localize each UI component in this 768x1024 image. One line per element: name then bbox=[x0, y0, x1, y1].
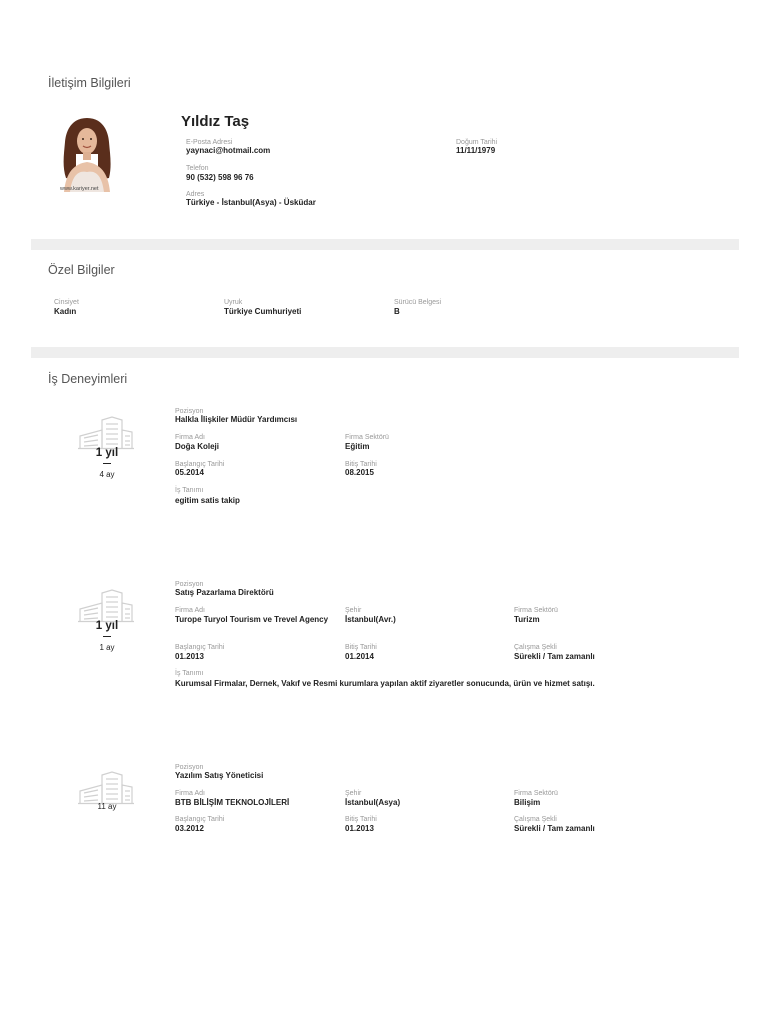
gender-label: Cinsiyet bbox=[54, 299, 79, 306]
duration-years: 1 yıl bbox=[95, 620, 119, 632]
work-type-label: Çalışma Şekli bbox=[514, 816, 557, 823]
company-label: Firma Adı bbox=[175, 790, 205, 797]
description-value: egitim satis takip bbox=[175, 496, 240, 505]
end-label: Bitiş Tarihi bbox=[345, 816, 377, 823]
position-value: Satış Pazarlama Direktörü bbox=[175, 588, 274, 597]
position-label: Pozisyon bbox=[175, 764, 204, 771]
person-name: Yıldız Taş bbox=[181, 113, 250, 130]
company-value: Turope Turyol Tourism ve Trevel Agency bbox=[175, 615, 329, 624]
address-label: Adres bbox=[186, 191, 205, 198]
duration-months: 4 ay bbox=[99, 470, 115, 479]
email-value[interactable]: yaynaci@hotmail.com bbox=[186, 146, 271, 155]
gender-value: Kadın bbox=[54, 307, 77, 316]
start-value: 01.2013 bbox=[175, 652, 204, 661]
duration-months: 11 ay bbox=[97, 802, 117, 811]
company-value: BTB BİLİŞİM TEKNOLOJİLERİ bbox=[175, 798, 290, 807]
profile-photo bbox=[56, 114, 118, 194]
sector-label: Firma Sektörü bbox=[345, 434, 389, 441]
duration-years: 1 yıl bbox=[95, 447, 119, 459]
end-value: 01.2013 bbox=[345, 824, 374, 833]
position-value: Yazılım Satış Yöneticisi bbox=[175, 771, 264, 780]
section-divider bbox=[31, 239, 739, 250]
position-label: Pozisyon bbox=[175, 408, 204, 415]
city-value: İstanbul(Avr.) bbox=[345, 615, 396, 624]
sector-value: Eğitim bbox=[345, 442, 370, 451]
description-value: Kurumsal Firmalar, Dernek, Vakıf ve Resmi kurumlara yapılan aktif ziyaretler sonucunda, ürün ve hizmet satışı. bbox=[175, 679, 595, 688]
description-label: İş Tanımı bbox=[175, 670, 204, 677]
sector-label: Firma Sektörü bbox=[514, 790, 558, 797]
email-label: E-Posta Adresi bbox=[186, 139, 233, 146]
start-label: Başlangıç Tarihi bbox=[175, 816, 225, 823]
city-label: Şehir bbox=[345, 607, 362, 614]
end-value: 08.2015 bbox=[345, 468, 374, 477]
description-label: İş Tanımı bbox=[175, 487, 204, 494]
start-label: Başlangıç Tarihi bbox=[175, 461, 225, 468]
sector-value: Bilişim bbox=[514, 798, 541, 807]
position-label: Pozisyon bbox=[175, 581, 204, 588]
license-label: Sürücü Belgesi bbox=[394, 299, 442, 306]
work-type-label: Çalışma Şekli bbox=[514, 644, 557, 651]
section-divider bbox=[31, 347, 739, 358]
start-value: 03.2012 bbox=[175, 824, 204, 833]
address-value: Türkiye - İstanbul(Asya) - Üsküdar bbox=[186, 198, 316, 207]
building-icon bbox=[78, 771, 134, 805]
contact-section-title: İletişim Bilgileri bbox=[48, 76, 131, 90]
end-label: Bitiş Tarihi bbox=[345, 644, 377, 651]
license-value: B bbox=[394, 307, 400, 316]
building-icon bbox=[78, 416, 134, 450]
duration-separator bbox=[103, 463, 111, 464]
experience-section-title: İş Deneyimleri bbox=[48, 372, 128, 386]
work-type-value: Sürekli / Tam zamanlı bbox=[514, 824, 595, 833]
company-value: Doğa Koleji bbox=[175, 442, 220, 451]
end-value: 01.2014 bbox=[345, 652, 374, 661]
duration-separator bbox=[103, 636, 111, 637]
phone-value: 90 (532) 598 96 76 bbox=[186, 173, 254, 182]
personal-section-title: Özel Bilgiler bbox=[48, 263, 115, 277]
phone-label: Telefon bbox=[186, 165, 209, 172]
duration-months: 1 ay bbox=[99, 643, 115, 652]
start-label: Başlangıç Tarihi bbox=[175, 644, 225, 651]
sector-value: Turizm bbox=[514, 615, 540, 624]
building-icon bbox=[78, 589, 134, 623]
company-label: Firma Adı bbox=[175, 434, 205, 441]
city-value: İstanbul(Asya) bbox=[345, 798, 401, 807]
city-label: Şehir bbox=[345, 790, 362, 797]
nationality-value: Türkiye Cumhuriyeti bbox=[224, 307, 302, 316]
birth-value: 11/11/1979 bbox=[456, 146, 496, 155]
company-label: Firma Adı bbox=[175, 607, 205, 614]
nationality-label: Uyruk bbox=[224, 299, 243, 306]
work-type-value: Sürekli / Tam zamanlı bbox=[514, 652, 595, 661]
birth-label: Doğum Tarihi bbox=[456, 139, 498, 146]
position-value: Halkla İlişkiler Müdür Yardımcısı bbox=[175, 415, 298, 424]
sector-label: Firma Sektörü bbox=[514, 607, 558, 614]
start-value: 05.2014 bbox=[175, 468, 204, 477]
photo-watermark: www.kariyer.net bbox=[60, 186, 99, 192]
end-label: Bitiş Tarihi bbox=[345, 461, 377, 468]
